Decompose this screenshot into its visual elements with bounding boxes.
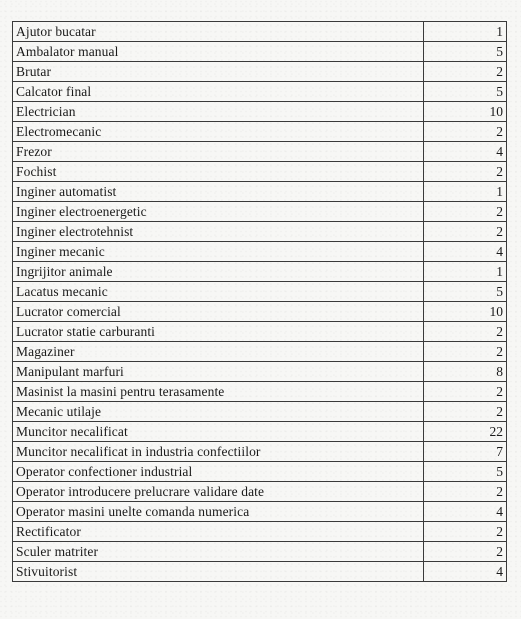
- occupation-cell: Inginer electrotehnist: [13, 222, 424, 242]
- vacancy-count-cell: 2: [424, 402, 507, 422]
- table-row: [13, 442, 507, 462]
- occupation-cell: Sculer matriter: [13, 542, 424, 562]
- occupation-cell: Lucrator statie carburanti: [13, 322, 424, 342]
- occupation-cell: Inginer automatist: [13, 182, 424, 202]
- vacancy-count-cell: 4: [424, 142, 507, 162]
- table-row: [13, 222, 507, 242]
- occupation-cell: Muncitor necalificat: [13, 422, 424, 442]
- occupation-cell: Electrician: [13, 102, 424, 122]
- occupation-cell: Brutar: [13, 62, 424, 82]
- table-row: [13, 82, 507, 102]
- table-row: [13, 302, 507, 322]
- vacancy-count-cell: 1: [424, 262, 507, 282]
- occupation-cell: Frezor: [13, 142, 424, 162]
- occupation-cell: Ambalator manual: [13, 42, 424, 62]
- occupation-cell: Ingrijitor animale: [13, 262, 424, 282]
- occupation-cell: Ajutor bucatar: [13, 22, 424, 42]
- jobs-table: [12, 21, 507, 582]
- vacancy-count-cell: 2: [424, 522, 507, 542]
- vacancy-count-cell: 2: [424, 342, 507, 362]
- vacancy-count-cell: 5: [424, 42, 507, 62]
- vacancy-count-cell: 2: [424, 482, 507, 502]
- table-row: [13, 342, 507, 362]
- table-row: [13, 462, 507, 482]
- occupation-cell: Lucrator comercial: [13, 302, 424, 322]
- vacancy-count-cell: 7: [424, 442, 507, 462]
- table-row: [13, 242, 507, 262]
- table-row: [13, 542, 507, 562]
- table-row: [13, 522, 507, 542]
- table-row: [13, 502, 507, 522]
- table-row: [13, 402, 507, 422]
- occupation-cell: Inginer mecanic: [13, 242, 424, 262]
- occupation-cell: Manipulant marfuri: [13, 362, 424, 382]
- table-row: [13, 162, 507, 182]
- table-row: [13, 282, 507, 302]
- table-row: [13, 122, 507, 142]
- vacancy-count-cell: 1: [424, 22, 507, 42]
- table-row: [13, 322, 507, 342]
- vacancy-count-cell: 2: [424, 122, 507, 142]
- table-row: [13, 62, 507, 82]
- occupation-cell: Calcator final: [13, 82, 424, 102]
- vacancy-count-cell: 2: [424, 542, 507, 562]
- vacancy-count-cell: 4: [424, 242, 507, 262]
- occupation-cell: Mecanic utilaje: [13, 402, 424, 422]
- vacancy-count-cell: 4: [424, 502, 507, 522]
- occupation-cell: Muncitor necalificat in industria confectiilor: [13, 442, 424, 462]
- vacancy-count-cell: 2: [424, 322, 507, 342]
- occupation-cell: Operator masini unelte comanda numerica: [13, 502, 424, 522]
- jobs-table-body: [13, 22, 507, 582]
- table-row: [13, 142, 507, 162]
- vacancy-count-cell: 5: [424, 462, 507, 482]
- table-row: [13, 562, 507, 582]
- vacancy-count-cell: 4: [424, 562, 507, 582]
- table-row: [13, 202, 507, 222]
- table-row: [13, 102, 507, 122]
- occupation-cell: Operator confectioner industrial: [13, 462, 424, 482]
- table-row: [13, 182, 507, 202]
- vacancy-count-cell: 22: [424, 422, 507, 442]
- occupation-cell: Masinist la masini pentru terasamente: [13, 382, 424, 402]
- vacancy-count-cell: 2: [424, 382, 507, 402]
- occupation-cell: Stivuitorist: [13, 562, 424, 582]
- vacancy-count-cell: 10: [424, 302, 507, 322]
- vacancy-count-cell: 5: [424, 82, 507, 102]
- table-row: [13, 482, 507, 502]
- vacancy-count-cell: 5: [424, 282, 507, 302]
- table-row: [13, 42, 507, 62]
- occupation-cell: Operator introducere prelucrare validare date: [13, 482, 424, 502]
- vacancy-count-cell: 8: [424, 362, 507, 382]
- vacancy-count-cell: 2: [424, 202, 507, 222]
- occupation-cell: Inginer electroenergetic: [13, 202, 424, 222]
- occupation-cell: Fochist: [13, 162, 424, 182]
- table-row: [13, 362, 507, 382]
- vacancy-count-cell: 2: [424, 62, 507, 82]
- vacancy-count-cell: 1: [424, 182, 507, 202]
- occupation-cell: Lacatus mecanic: [13, 282, 424, 302]
- table-row: [13, 422, 507, 442]
- vacancy-count-cell: 10: [424, 102, 507, 122]
- table-row: [13, 262, 507, 282]
- vacancy-count-cell: 2: [424, 162, 507, 182]
- occupation-cell: Magaziner: [13, 342, 424, 362]
- occupation-cell: Rectificator: [13, 522, 424, 542]
- vacancy-count-cell: 2: [424, 222, 507, 242]
- table-row: [13, 382, 507, 402]
- occupation-cell: Electromecanic: [13, 122, 424, 142]
- table-row: [13, 22, 507, 42]
